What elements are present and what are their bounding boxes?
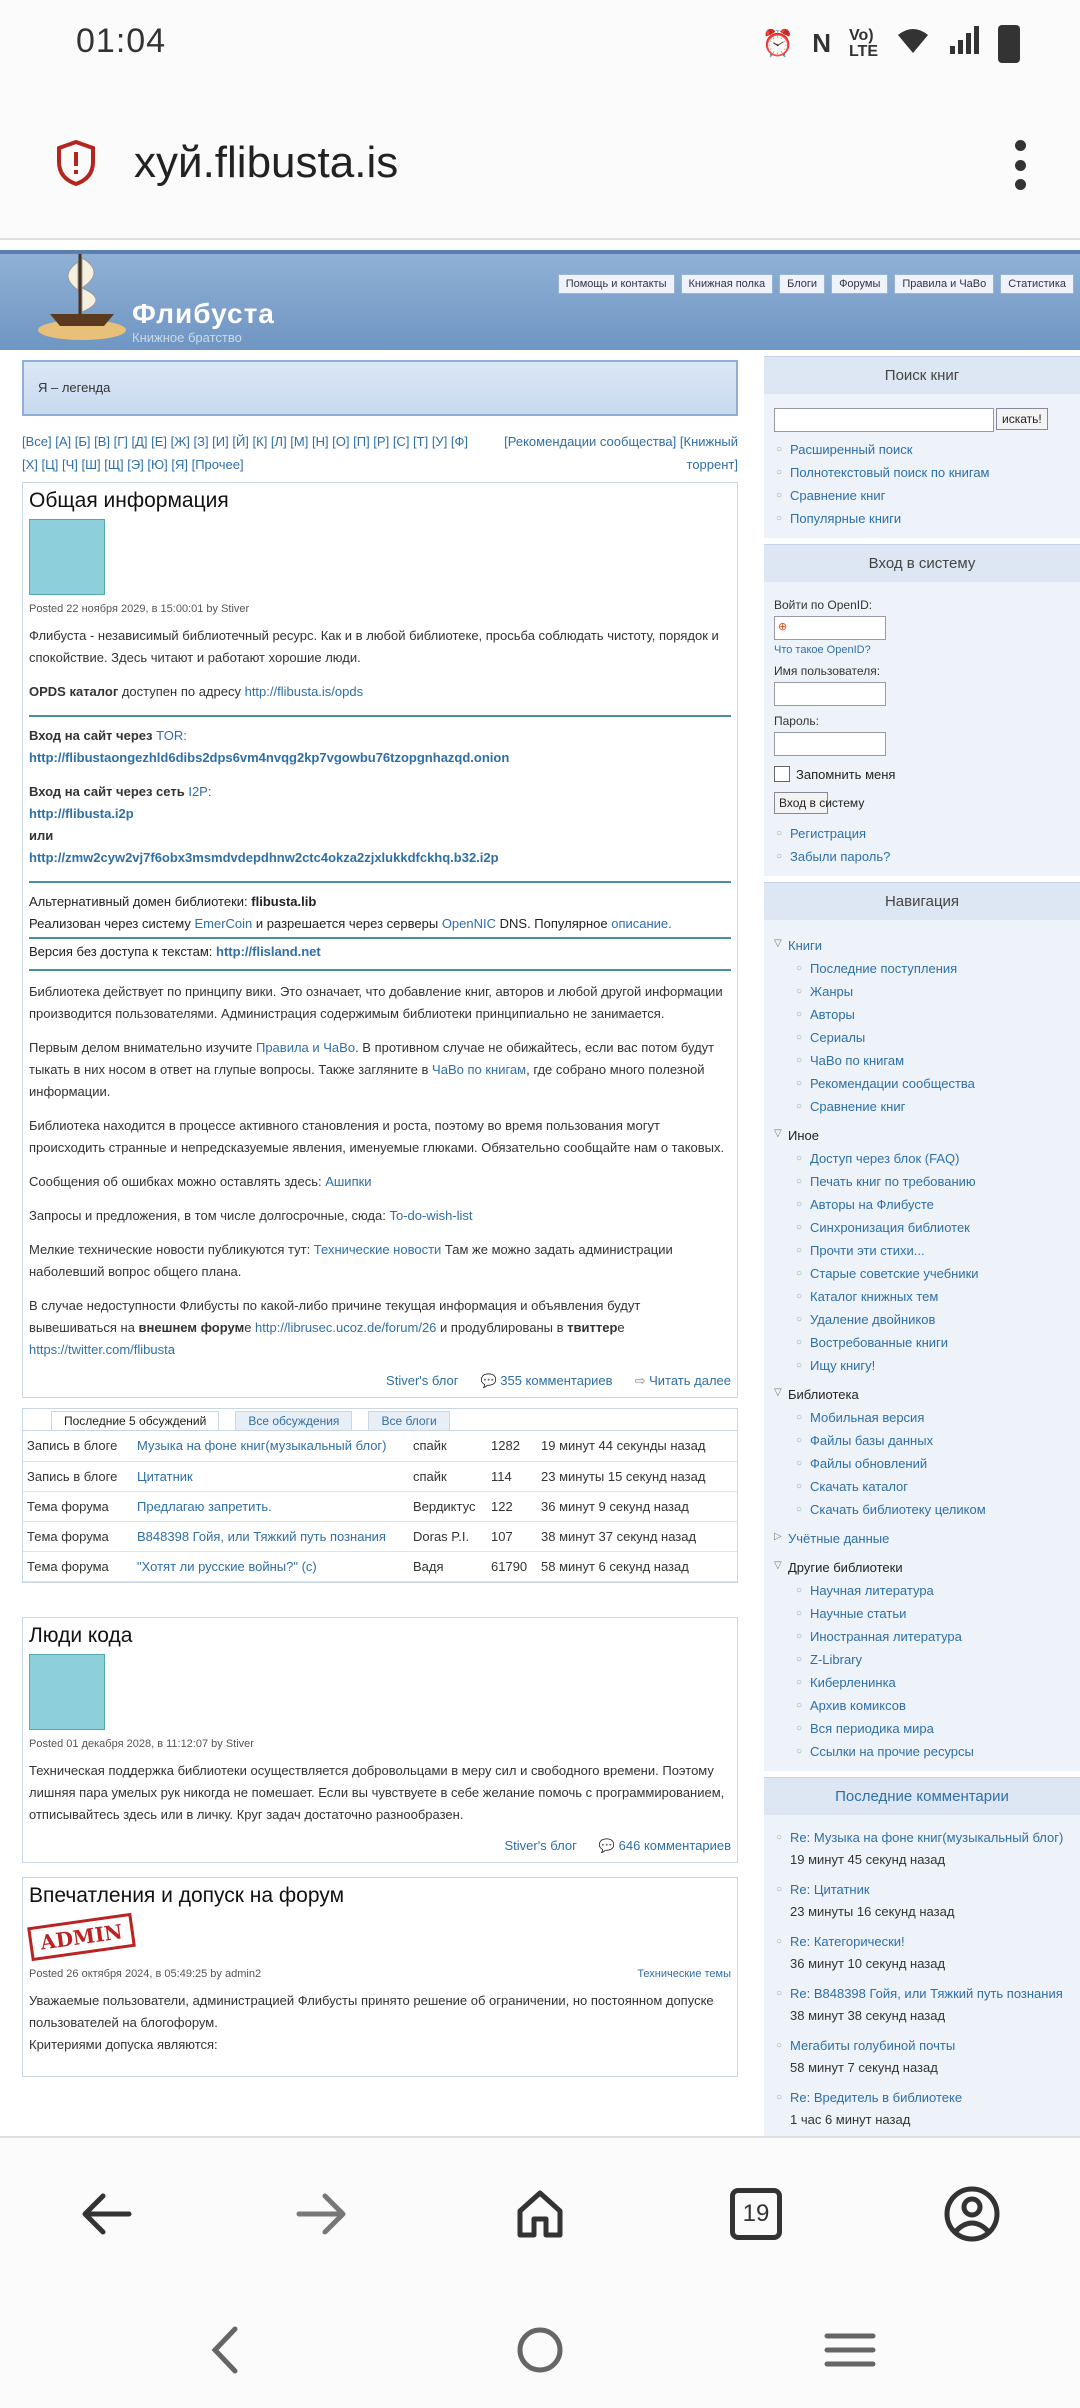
comment-link[interactable]: ○ Мегабиты голубиной почты	[790, 2038, 956, 2053]
navigation-title: Навигация	[764, 882, 1080, 920]
sidebar-item-books[interactable]: ○ Рекомендации сообщества	[794, 1072, 1070, 1095]
tab-count: 19	[730, 2188, 782, 2240]
alphabet-index	[22, 430, 738, 476]
row-title-link[interactable]: Музыка на фоне книг(музыкальный блог)	[133, 1431, 409, 1461]
comment-time: 23 минуты 16 секунд назад	[790, 1904, 955, 1919]
table-row	[23, 1431, 737, 1461]
outage-e: е	[244, 1320, 256, 1335]
list-item	[774, 1979, 1070, 2031]
register-link[interactable]: ○ Регистрация	[774, 822, 1070, 845]
row-author: Вадя	[409, 1551, 487, 1581]
rules-post: , где собрано много полезной информации.	[29, 1062, 705, 1099]
emercoin-post: DNS. Популярное	[496, 916, 612, 931]
comment-link[interactable]: ○ Re: Музыка на фоне книг(музыкальный блог)	[790, 1830, 1064, 1845]
emercoin-mid: и разрешается через серверы	[252, 916, 442, 931]
row-count: 107	[487, 1521, 537, 1551]
i2p-label: Вход на сайт через сеть	[29, 784, 189, 799]
row-author: спайк	[409, 1461, 487, 1491]
other-libraries-list	[794, 1579, 1070, 1763]
emercoin-link[interactable]: EmerCoin	[194, 916, 253, 931]
row-type: Тема форума	[23, 1521, 133, 1551]
tech-pre: Мелкие технические новости публикуются тут:	[29, 1242, 314, 1257]
tech-news-link[interactable]: Технические новости	[313, 1242, 442, 1257]
sidebar-item-other[interactable]: ○ Синхронизация библиотек	[794, 1216, 1070, 1239]
outage-paragraph	[29, 1295, 731, 1361]
row-time: 38 минут 37 секунд назад	[537, 1521, 737, 1551]
row-count: 114	[487, 1461, 537, 1491]
sidebar-item-other-library[interactable]: ○ Вся периодика мира	[794, 1717, 1070, 1740]
table-row	[23, 1461, 737, 1491]
openid-label: Войти по OpenID:	[774, 598, 873, 612]
sidebar-item-other[interactable]: ○ Удаление двойников	[794, 1308, 1070, 1331]
search-block	[764, 394, 1080, 538]
admin-badge: ADMIN	[27, 1912, 135, 1960]
sidebar-item-library[interactable]: ○ Скачать каталог	[794, 1475, 1070, 1498]
other-list	[794, 1147, 1070, 1377]
post-meta: Posted 22 ноября 2029, в 15:00:01 by Stiver	[29, 603, 250, 615]
battery-icon	[998, 25, 1020, 63]
sidebar-item-other[interactable]: ○ Востребованные книги	[794, 1331, 1070, 1354]
list-item	[774, 1875, 1070, 1927]
openid-what-link[interactable]: Что такое OpenID?	[774, 644, 871, 656]
sidebar	[764, 350, 1080, 2173]
row-type: Запись в блоге	[23, 1461, 133, 1491]
divider	[29, 715, 731, 717]
sidebar-item-other[interactable]: ○ Авторы на Флибусте	[794, 1193, 1070, 1216]
sidebar-item-other[interactable]: ○ Печать книг по требованию	[794, 1170, 1070, 1193]
opennic-link[interactable]: OpenNIC	[441, 916, 497, 931]
row-time: 58 минут 6 секунд назад	[537, 1551, 737, 1581]
sidebar-item-library[interactable]: ○ Мобильная версия	[794, 1406, 1070, 1429]
nav-forums[interactable]: Форумы	[831, 274, 888, 294]
list-item	[774, 2031, 1070, 2083]
account-icon[interactable]	[932, 2174, 1012, 2254]
row-title-link[interactable]: Цитатник	[133, 1461, 409, 1491]
browser-address-bar	[0, 88, 1080, 240]
tor-paragraph	[29, 725, 731, 769]
forum-access-post	[22, 1877, 738, 2077]
nav-books[interactable]: ▽ Книги	[774, 934, 1070, 957]
sidebar-item-other-library[interactable]: ○ Иностранная литература	[794, 1625, 1070, 1648]
read-more-link[interactable]: Читать далее	[649, 1373, 731, 1388]
comment-time: 36 минут 10 секунд назад	[790, 1956, 946, 1971]
outage-twitter-bold: твиттер	[567, 1320, 618, 1335]
nav-library-group	[774, 1383, 1070, 1521]
sidebar-item-other-library[interactable]: ○ Научные статьи	[794, 1602, 1070, 1625]
post-body: Уважаемые пользователи, администрацией Флибусты принято решение об ограничении, но постоянном допуске пользователей на блогофорум.	[29, 1992, 714, 2030]
sidebar-item-other[interactable]: ○ Ищу книгу!	[794, 1354, 1070, 1377]
nav-rules[interactable]: Правила и ЧаВо	[894, 274, 994, 294]
nav-blogs[interactable]: Блоги	[779, 274, 825, 294]
comments-link[interactable]: 646 комментариев	[618, 1837, 731, 1853]
sidebar-item-other[interactable]: ○ Прочти эти стихи...	[794, 1239, 1070, 1262]
row-time: 19 минут 44 секунды назад	[537, 1431, 737, 1461]
general-info-post	[22, 482, 738, 1398]
sidebar-item-other[interactable]: ○ Старые советские учебники	[794, 1262, 1070, 1285]
nav-statistics[interactable]: Статистика	[1000, 274, 1074, 294]
row-type: Тема форума	[23, 1551, 133, 1581]
latest-discussions	[22, 1408, 738, 1583]
comment-time: 1 час 6 минут назад	[790, 2112, 911, 2127]
post-title[interactable]: Впечатления и допуск на форум	[29, 1883, 345, 1907]
username-input[interactable]	[774, 682, 886, 706]
bugs-paragraph	[29, 1171, 731, 1193]
tabs-button[interactable]	[716, 2174, 796, 2254]
password-label: Пароль:	[774, 714, 819, 728]
nav-account[interactable]: ▷ Учётные данные	[774, 1527, 1070, 1550]
library-list	[794, 1406, 1070, 1521]
no-access-link[interactable]: http://flisland.net	[216, 944, 321, 959]
books-list	[794, 957, 1070, 1118]
alphabet-line-1[interactable]: [Все] [А] [Б] [В] [Г] [Д] [Е] [Ж] [З] [И] [Й] [К] [Л] [М] [Н] [О] [П] [Р] [С] [Т] [У] [Ф]	[22, 434, 469, 449]
tab-all-blogs[interactable]: Все блоги	[368, 1411, 449, 1430]
outage-bold: внешнем форум	[138, 1320, 245, 1335]
tech-paragraph	[29, 1239, 731, 1283]
avatar	[29, 1654, 105, 1730]
comment-link[interactable]: ○ Re: Категорически!	[790, 1934, 905, 1949]
bugs-pre: Сообщения об ошибках можно оставлять здесь:	[29, 1174, 326, 1189]
top-navigation	[558, 274, 1074, 294]
comments-link-wrap[interactable]	[599, 1838, 731, 1854]
rules-paragraph	[29, 1037, 731, 1103]
system-recents-icon[interactable]	[815, 2318, 885, 2382]
outage-forum-link[interactable]: http://librusec.ucoz.de/forum/26	[255, 1320, 437, 1335]
system-back-icon[interactable]	[190, 2318, 260, 2382]
tech-post: Там же можно задать администрации наболевший вопрос общего плана.	[29, 1242, 673, 1279]
login-button[interactable]: Вход в систему	[774, 792, 828, 814]
no-access-version	[29, 941, 731, 963]
opds-label: OPDS каталог	[29, 684, 119, 699]
back-icon[interactable]	[66, 2174, 146, 2254]
i2p-paragraph	[29, 781, 731, 869]
status-time: 01:04	[76, 22, 167, 60]
wish-pre: Запросы и предложения, в том числе долгосрочные, сюда:	[29, 1208, 390, 1223]
tor-label: Вход на сайт через	[29, 728, 157, 743]
latest-comments-title[interactable]: Последние комментарии	[764, 1777, 1080, 1815]
post-footer-links	[29, 1373, 731, 1389]
opds-text: доступен по адресу	[118, 684, 245, 699]
blog-link[interactable]: Stiver's блог	[504, 1837, 577, 1853]
nav-other-libraries[interactable]: ▽ Другие библиотеки	[774, 1556, 1070, 1579]
table-row	[23, 1521, 737, 1551]
signal-icon	[948, 24, 980, 63]
alt-domain-label: Альтернативный домен библиотеки:	[29, 894, 252, 909]
people-of-code-post	[22, 1617, 738, 1863]
navigation-block	[764, 920, 1080, 1771]
sidebar-item-other-library[interactable]: ○ Архив комиксов	[794, 1694, 1070, 1717]
row-time: 23 минуты 15 секунд назад	[537, 1461, 737, 1491]
avatar	[29, 519, 105, 595]
sidebar-item-library[interactable]: ○ Файлы обновлений	[794, 1452, 1070, 1475]
fulltext-search-link[interactable]: ○ Полнотекстовый поиск по книгам	[774, 461, 1070, 484]
intro-paragraph: Флибуста - независимый библиотечный ресурс. Как и в любой библиотеке, просьба соблюдать чистоту, порядок и спокойствие. Здесь читают и работают хорошие люди.	[29, 628, 719, 665]
comment-icon: 💬	[598, 1837, 616, 1853]
sidebar-item-books[interactable]: ○ ЧаВо по книгам	[794, 1049, 1070, 1072]
i2p-link[interactable]: I2P:	[188, 784, 212, 799]
browser-menu-icon[interactable]	[1012, 140, 1028, 190]
divider	[29, 937, 731, 939]
nav-help[interactable]: Помощь и контакты	[558, 274, 675, 294]
opds-paragraph	[29, 681, 731, 703]
comment-link[interactable]: ○ Re: Цитатник	[790, 1882, 870, 1897]
login-block	[764, 582, 1080, 876]
search-links	[774, 438, 1070, 530]
url-field[interactable]: хуй.flibusta.is	[134, 138, 399, 187]
system-navigation-bar	[0, 2292, 1080, 2408]
tor-url[interactable]: http://flibustaongezhld6dibs2dps6vm4nvqg2kp7vgowbu76tzopgnhazqd.onion	[29, 750, 510, 765]
nav-library[interactable]: ▽ Библиотека	[774, 1383, 1070, 1406]
comment-time: 19 минут 45 секунд назад	[790, 1852, 946, 1867]
comments-link-wrap[interactable]	[480, 1373, 612, 1389]
row-type: Тема форума	[23, 1491, 133, 1521]
sidebar-item-books[interactable]: ○ Авторы	[794, 1003, 1070, 1026]
sidebar-item-library[interactable]: ○ Скачать библиотеку целиком	[794, 1498, 1070, 1521]
row-title-link[interactable]: B848398 Гойя, или Тяжкий путь познания	[133, 1521, 409, 1551]
security-shield-icon[interactable]	[56, 140, 96, 186]
row-author: спайк	[409, 1431, 487, 1461]
search-title: Поиск книг	[764, 356, 1080, 394]
sidebar-item-other[interactable]: ○ Каталог книжных тем	[794, 1285, 1070, 1308]
list-item	[774, 1823, 1070, 1875]
growth-paragraph: Библиотека находится в процессе активного становления и роста, поэтому во время пользования могут происходить странные и непредсказуемые явления, именуемые глюками. Обязательно сообщайте нам о таковых.	[29, 1118, 725, 1155]
row-title-link[interactable]: Предлагаю запретить.	[133, 1491, 409, 1521]
comment-time: 58 минут 7 секунд назад	[790, 2060, 938, 2075]
tab-latest[interactable]: Последние 5 обсуждений	[51, 1411, 219, 1430]
outage-mid: и продублированы в	[436, 1320, 568, 1335]
site-title[interactable]: Флибуста	[132, 298, 275, 329]
wifi-icon	[896, 25, 930, 62]
nav-books-group	[774, 934, 1070, 1118]
search-input[interactable]	[774, 408, 994, 432]
popular-books-link[interactable]: ○ Популярные книги	[774, 507, 1070, 530]
row-title-link[interactable]: "Хотят ли русские войны?" (с)	[133, 1551, 409, 1581]
alt-domain-info	[29, 891, 731, 935]
sidebar-item-other[interactable]: ○ Доступ через блок (FAQ)	[794, 1147, 1070, 1170]
community-torrent-links[interactable]: [Рекомендации сообщества] [Книжный	[504, 434, 738, 449]
system-home-icon[interactable]	[505, 2318, 575, 2382]
web-page	[0, 242, 1080, 2136]
sidebar-item-other-library[interactable]: ○ Научная литература	[794, 1579, 1070, 1602]
table-row	[23, 1491, 737, 1521]
post-body: Техническая поддержка библиотеки осуществляется добровольцами в меру сил и свободного времени. Поэтому лишняя пара умелых рук никогда не помешает. Если вы чувствуете в себе желание помочь с программированием, отписывайтесь здесь или в личку. Круг задач достаточно разнообразен.	[29, 1762, 725, 1822]
main-content	[22, 360, 738, 2077]
login-links	[774, 822, 1070, 868]
search-button[interactable]: искать!	[996, 408, 1048, 430]
post-meta: Posted 01 декабря 2028, в 11:12:07 by Stiver	[29, 1737, 254, 1750]
status-bar	[0, 0, 1080, 88]
sidebar-item-other-library[interactable]: ○ Ссылки на прочие ресурсы	[794, 1740, 1070, 1763]
volte-icon: Vo) LTE	[848, 26, 878, 60]
openid-input[interactable]: ⊕	[774, 616, 886, 640]
divider	[29, 969, 731, 971]
comment-icon: 💬	[480, 1373, 497, 1388]
post-body-2: Критериями допуска являются:	[29, 2036, 218, 2052]
outage-pre: В случае недоступности Флибусты по какой-либо причине текущая информация и объявления будут вывешиваться на	[29, 1298, 641, 1335]
post-footer-links	[29, 1838, 731, 1854]
remember-checkbox[interactable]	[774, 766, 790, 782]
torrent-link[interactable]: торрент]	[686, 457, 738, 472]
sidebar-item-books[interactable]: ○ Последние поступления	[794, 957, 1070, 980]
home-icon[interactable]	[500, 2174, 580, 2254]
list-item	[774, 2083, 1070, 2135]
i2p-url-2[interactable]: http://zmw2cyw2vj7f6obx3msmdvdepdhnw2ctc4okza2zjxlukkdfckhq.b32.i2p	[29, 850, 499, 865]
sidebar-item-other-library[interactable]: ○ Z-Library	[794, 1648, 1070, 1671]
sidebar-item-books[interactable]: ○ Жанры	[794, 980, 1070, 1003]
row-author: Doras P.I.	[409, 1521, 487, 1551]
no-access-label: Версия без доступа к текстам:	[29, 944, 217, 959]
nav-bookshelf[interactable]: Книжная полка	[681, 274, 774, 294]
row-count: 61790	[487, 1551, 537, 1581]
emercoin-pre: Реализован через систему	[29, 916, 195, 931]
nav-other-group	[774, 1124, 1070, 1377]
wiki-paragraph: Библиотека действует по принципу вики. Это означает, что добавление книг, авторов и любой другой информации производится пользователями. Администрация содержимым библиотеки принципиально не занимается.	[29, 984, 723, 1021]
remember-label: Запомнить меня	[796, 766, 896, 782]
notice-banner: Я – легенда	[22, 360, 738, 416]
post-meta-row	[29, 1960, 731, 1990]
compare-books-link[interactable]: ○ Сравнение книг	[774, 484, 1070, 507]
sidebar-item-library[interactable]: ○ Файлы базы данных	[794, 1429, 1070, 1452]
rules-link[interactable]: Правила и ЧаВо	[255, 1040, 356, 1055]
sidebar-item-books[interactable]: ○ Сравнение книг	[794, 1095, 1070, 1118]
wish-link[interactable]: To-do-wish-list	[389, 1208, 473, 1223]
latest-comments	[764, 1815, 1080, 2173]
row-time: 36 минут 9 секунд назад	[537, 1491, 737, 1521]
list-item	[774, 1927, 1070, 1979]
discussions-table	[23, 1431, 737, 1582]
row-count: 122	[487, 1491, 537, 1521]
alarm-icon: ⏰	[761, 28, 795, 58]
tag-link[interactable]: Технические темы	[637, 1967, 731, 1980]
arrow-icon: ⇨	[634, 1373, 646, 1388]
comment-link[interactable]: ○ Re: B848398 Гойя, или Тяжкий путь познания	[790, 1986, 1063, 2001]
read-more-wrap[interactable]	[635, 1373, 731, 1389]
nfc-icon: N	[812, 28, 831, 58]
faq-books-link[interactable]: ЧаВо по книгам	[432, 1062, 527, 1077]
post-title[interactable]: Люди кода	[29, 1623, 133, 1647]
comment-link[interactable]: ○ Re: Вредитель в библиотеке	[790, 2090, 963, 2105]
row-author: Вердиктус	[409, 1491, 487, 1521]
rules-pre: Первым делом внимательно изучите	[29, 1040, 256, 1055]
forgot-password-link[interactable]: ○ Забыли пароль?	[774, 845, 1070, 868]
tor-link[interactable]: TOR:	[156, 728, 187, 743]
alt-domain: flibusta.lib	[251, 894, 317, 909]
i2p-url-1[interactable]: http://flibusta.i2p	[29, 806, 134, 821]
table-row	[23, 1551, 737, 1581]
tab-all-discussions[interactable]: Все обсуждения	[235, 1411, 352, 1430]
nav-others-group	[774, 1556, 1070, 1763]
forward-icon[interactable]	[282, 2174, 362, 2254]
site-header	[0, 250, 1080, 350]
outage-e2: е	[617, 1320, 625, 1335]
status-icons	[762, 24, 1020, 63]
remember-row	[774, 766, 1070, 782]
wish-paragraph	[29, 1205, 731, 1227]
post-title[interactable]: Общая информация	[29, 489, 229, 512]
row-count: 1282	[487, 1431, 537, 1461]
site-subtitle: Книжное братство	[132, 330, 242, 345]
bugs-link[interactable]: Ашипки	[325, 1174, 372, 1189]
username-label: Имя пользователя:	[774, 664, 881, 678]
nav-other[interactable]: ▽ Иное	[774, 1124, 1070, 1147]
rules-mid: . В противном случае не обижайтесь, если вас потом будут тыкать в них носом в ответ на глупые вопросы. Также загляните в	[29, 1040, 715, 1077]
advanced-search-link[interactable]: ○ Расширенный поиск	[774, 438, 1070, 461]
description-link[interactable]: описание.	[611, 916, 672, 931]
ship-logo-icon[interactable]	[36, 244, 128, 342]
alphabet-line-2[interactable]: [Х] [Ц] [Ч] [Ш] [Щ] [Э] [Ю] [Я] [Прочее]	[22, 457, 244, 472]
i2p-or: или	[29, 828, 54, 843]
browser-toolbar	[0, 2136, 1080, 2292]
comment-time: 38 минут 38 секунд назад	[790, 2008, 946, 2023]
divider	[29, 881, 731, 883]
post-meta: Posted 26 октября 2024, в 05:49:25 by admin2	[29, 1967, 262, 1980]
comments-link[interactable]: 355 комментариев	[500, 1373, 613, 1388]
opds-link[interactable]: http://flibusta.is/opds	[244, 684, 364, 699]
sidebar-item-other-library[interactable]: ○ Киберленинка	[794, 1671, 1070, 1694]
sidebar-item-books[interactable]: ○ Сериалы	[794, 1026, 1070, 1049]
nav-account-group	[774, 1527, 1070, 1550]
row-type: Запись в блоге	[23, 1431, 133, 1461]
blog-link[interactable]: Stiver's блог	[386, 1373, 459, 1388]
login-title: Вход в систему	[764, 544, 1080, 582]
discussion-tabs	[23, 1409, 737, 1431]
password-input[interactable]	[774, 732, 886, 756]
twitter-link[interactable]: https://twitter.com/flibusta	[29, 1342, 175, 1357]
